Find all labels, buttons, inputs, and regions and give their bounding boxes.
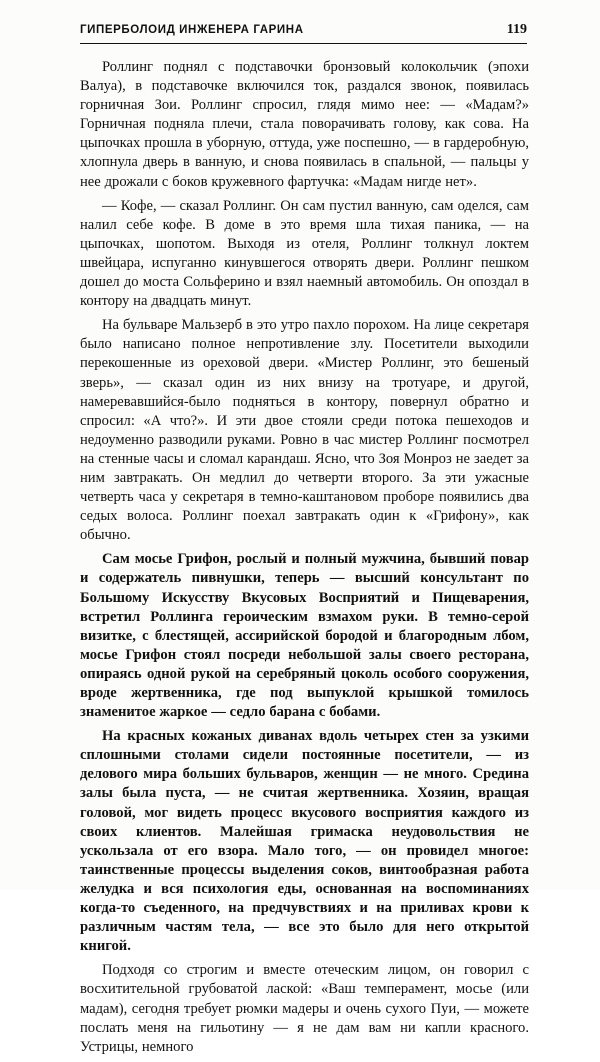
paragraph: На бульваре Мальзерб в это утро пахло порохом. На лице секретаря было написано полное непротивление злу. Посетители выходили перекошенные из ореховой двери. «Мистер Роллинг, это бешеный зверь», — сказал один из них внизу на тротуаре, и другой, намеревавшийся-было подняться в контору, повернул обратно и спросил: «А что?». И эти двое стояли среди потока пешеходов и недоуменно разводили руками. Ровно в час мистер Роллинг посмотрел на стенные часы и сломал карандаш. Ясно, что Зоя Монроз не заедет за ним завтракать. Он медлил до четверти второго. За эти ужасные четверть часа у секретаря в темно-каштановом проборе появились два седых волоса. Роллинг поехал завтракать один к «Грифону», как обычно. bbox=[80, 317, 529, 544]
header-rule bbox=[80, 43, 527, 44]
paragraph: Роллинг поднял с подставочки бронзовый колокольчик (эпохи Валуа), в подставочке включился ток, раздался звонок, появилась горничная Зои. Роллинг спросил, глядя мимо нее: — «Мадам?» Горничная подняла плечи, стала поворачивать голову, как сова. На цыпочках прошла в уборную, оттуда, уже поспешно, — в гардеробную, хлопнула дверь в ванную, и снова появилась в спальной, — пальцы у нее дрожали с боков кружевного фартучка: «Мадам нигде нет». bbox=[80, 59, 529, 190]
running-title: ГИПЕРБОЛОИД ИНЖЕНЕРА ГАРИНА bbox=[80, 24, 304, 36]
body-text bbox=[80, 58, 529, 1062]
page-number: 119 bbox=[506, 22, 527, 37]
running-head bbox=[80, 24, 527, 44]
paragraph: — Кофе, — сказал Роллинг. Он сам пустил ванную, сам оделся, сам налил себе кофе. В доме в это время шла тихая паника, — на цыпочках, шопотом. Выходя из отеля, Роллинг толкнул локтем швейцара, испуганно кинувшегося отворять двери. Роллинг пешком дошел до моста Сольферино и взял наемный автомобиль. Он опоздал в контору на двадцать минут. bbox=[80, 197, 529, 310]
paragraph: Сам мосье Грифон, рослый и полный мужчина, бывший повар и содержатель пивнушки, теперь — высший консультант по Большому Искусству Вкусовых Восприятий и Пищеварения, встретил Роллинга героическим взмахом руки. В темно-серой визитке, с блестящей, ассирийской бородой и благородным лбом, мосье Грифон стоял посреди небольшой залы своего ресторана, опираясь одной рукой на серебряный цоколь особого сооружения, вроде жертвенника, где под выпуклой крышкой томилось знаменитое жаркое — седло барана с бобами. bbox=[80, 551, 529, 721]
paragraph: На красных кожаных диванах вдоль четырех стен за узкими сплошными столами сидели постоянные посетители, — из делового мира больших бульваров, женщин — не много. Средина залы была пуста, — не считая жертвенника. Хозяин, вращая головой, мог видеть процесс вкусового восприятия каждого из своих клиентов. Малейшая гримаска неудовольствия не ускользала от его взора. Мало того, — он провидел многое: таинственные процессы выделения соков, винтообразная работа желудка и вся психология еды, основанная на воспоминаниях когда-то съеденного, на предчувствиях и на приливах крови к различным частям тела, — все это было для него открытой книгой. bbox=[80, 728, 529, 955]
paragraph: Подходя со строгим и вместе отеческим лицом, он говорил с восхитительной грубоватой лаской: «Ваш темперамент, мосье (или мадам), сегодня требует рюмки мадеры и очень сухого Пуи, — можете послать меня на гильотину — я не дам вам ни капли красного. Устрицы, немного bbox=[80, 962, 529, 1055]
